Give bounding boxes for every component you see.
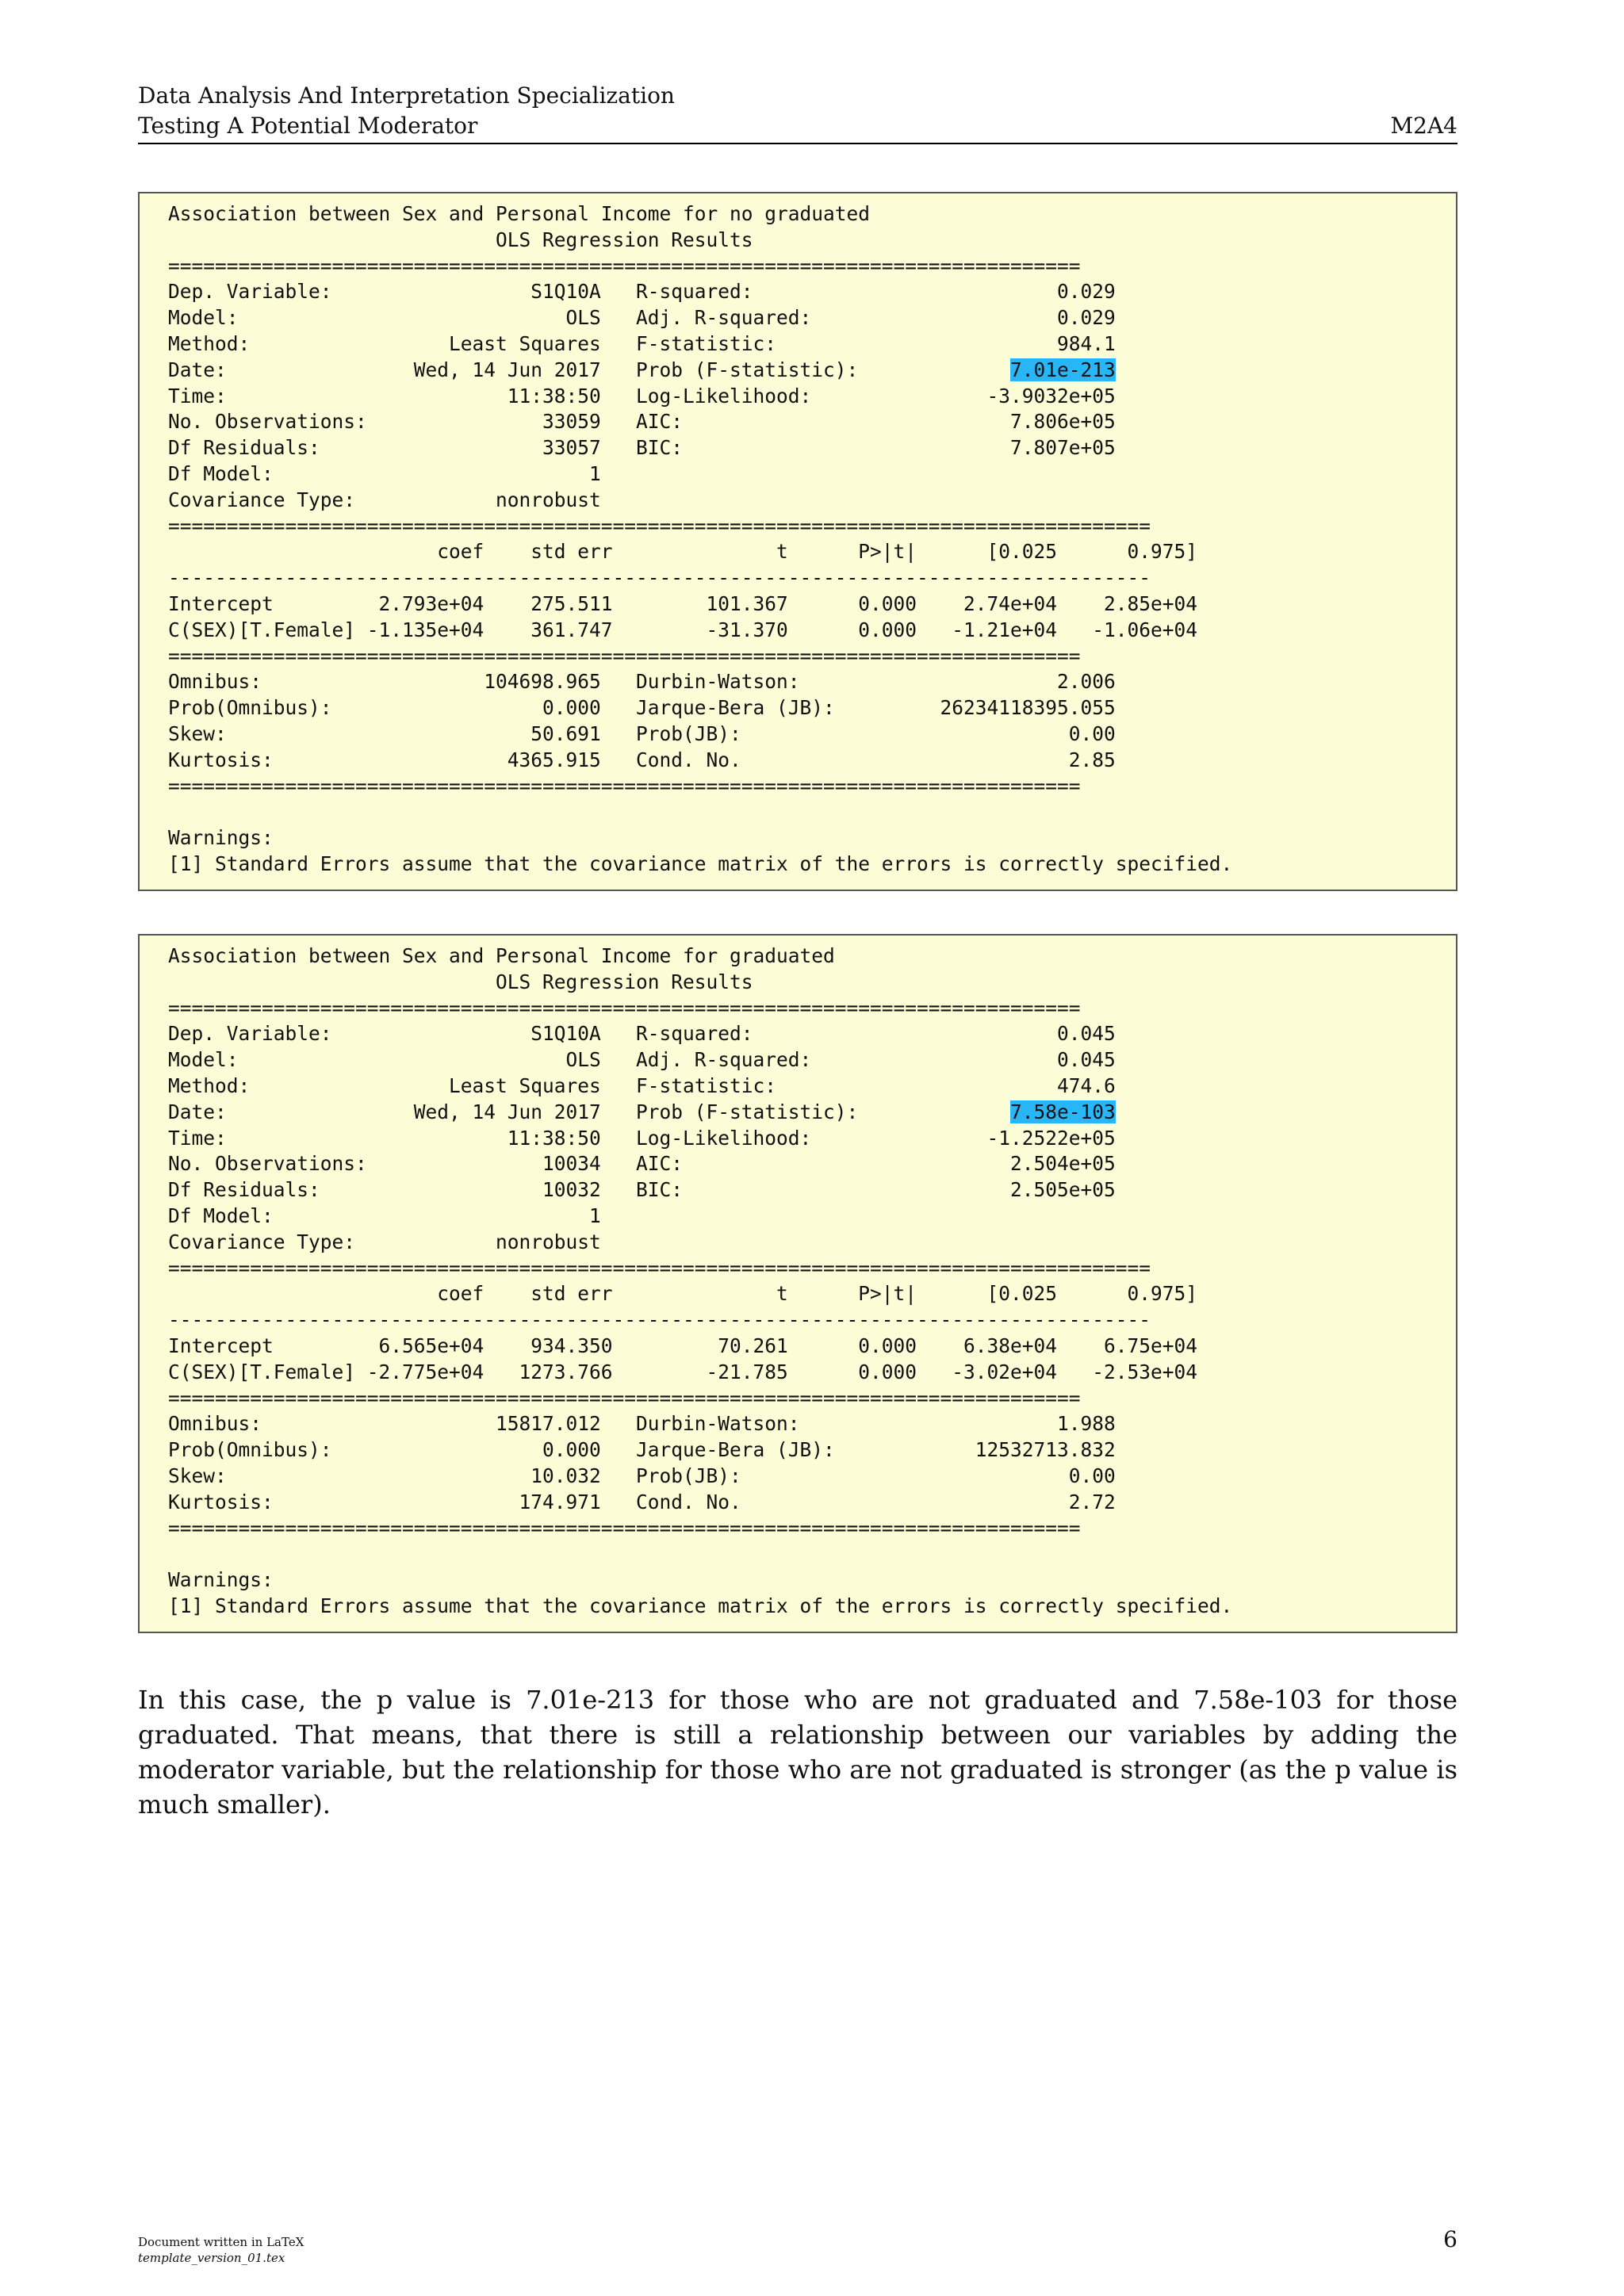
p-value-highlight: 7.58e-103 [1010, 1100, 1116, 1123]
page-footer [138, 2234, 304, 2266]
header-title: Testing A Potential Moderator [138, 113, 478, 139]
footer-template: template_version_01.tex [138, 2251, 285, 2265]
header-code: M2A4 [1390, 113, 1457, 139]
header-rule [138, 143, 1457, 144]
header-series: Data Analysis And Interpretation Specialization [138, 82, 675, 109]
conclusion-paragraph: In this case, the p value is 7.01e-213 for those who are not graduated and 7.58e-103 for those graduated. That means, that there is still a relationship between our variables by adding the moderator variable, but the relationship for those who are not graduated is stronger (as the p value is much smaller). [138, 1685, 1457, 1820]
regression-output-graduated [138, 934, 1457, 1633]
page-header [138, 81, 1457, 141]
page-number: 6 [1443, 2226, 1457, 2252]
p-value-highlight: 7.01e-213 [1010, 358, 1116, 381]
footer-written: Document written in LaTeX [138, 2235, 304, 2249]
header-title-row [138, 111, 1457, 141]
regression-text: Association between Sex and Personal Income for no graduated OLS Regression Results ============================================================================== Dep. Variable: S1Q10A R-squared: 0.029 Model: OLS Adj. R-squared: 0.029 Method: Least Squares F-statistic: 984.1 Date: Wed, 14 Jun 2017 Prob (F-statistic): 7.01e-213 Time: 11:38:50 Log-Likelihood: -3.9032e+05 No. Observations: 33059 AIC: 7.806e+05 Df Residuals: 33057 BIC: 7.807e+05 Df Model: 1 Covariance Type: nonrobust ==================================================================================== coef std err t P>|t| [0.025 0.975] ------------------------------------------------------------------------------------ Intercept 2.793e+04 275.511 101.367 0.000 2.74e+04 2.85e+04 C(SEX)[T.Female] -1.135e+04 361.747 -31.370 0.000 -1.21e+04 -1.06e+04 ============================================================================== Omnibus: 104698.965 Durbin-Watson: 2.006 Prob(Omnibus): 0.000 Jarque-Bera (JB): 26234118395.055 Skew: 50.691 Prob(JB): 0.00 Kurtosis: 4365.915 Cond. No. 2.85 ============================================================================== Warnings: [1] Standard Errors assume that the covariance matrix of the errors is correctly specified. [168, 202, 1233, 875]
regression-output-no-graduated [138, 192, 1457, 891]
regression-text: Association between Sex and Personal Income for graduated OLS Regression Results ============================================================================== Dep. Variable: S1Q10A R-squared: 0.045 Model: OLS Adj. R-squared: 0.045 Method: Least Squares F-statistic: 474.6 Date: Wed, 14 Jun 2017 Prob (F-statistic): 7.58e-103 Time: 11:38:50 Log-Likelihood: -1.2522e+05 No. Observations: 10034 AIC: 2.504e+05 Df Residuals: 10032 BIC: 2.505e+05 Df Model: 1 Covariance Type: nonrobust ==================================================================================== coef std err t P>|t| [0.025 0.975] ------------------------------------------------------------------------------------ Intercept 6.565e+04 934.350 70.261 0.000 6.38e+04 6.75e+04 C(SEX)[T.Female] -2.775e+04 1273.766 -21.785 0.000 -3.02e+04 -2.53e+04 ============================================================================== Omnibus: 15817.012 Durbin-Watson: 1.988 Prob(Omnibus): 0.000 Jarque-Bera (JB): 12532713.832 Skew: 10.032 Prob(JB): 0.00 Kurtosis: 174.971 Cond. No. 2.72 ============================================================================== Warnings: [1] Standard Errors assume that the covariance matrix of the errors is correctly specified. [168, 944, 1233, 1617]
